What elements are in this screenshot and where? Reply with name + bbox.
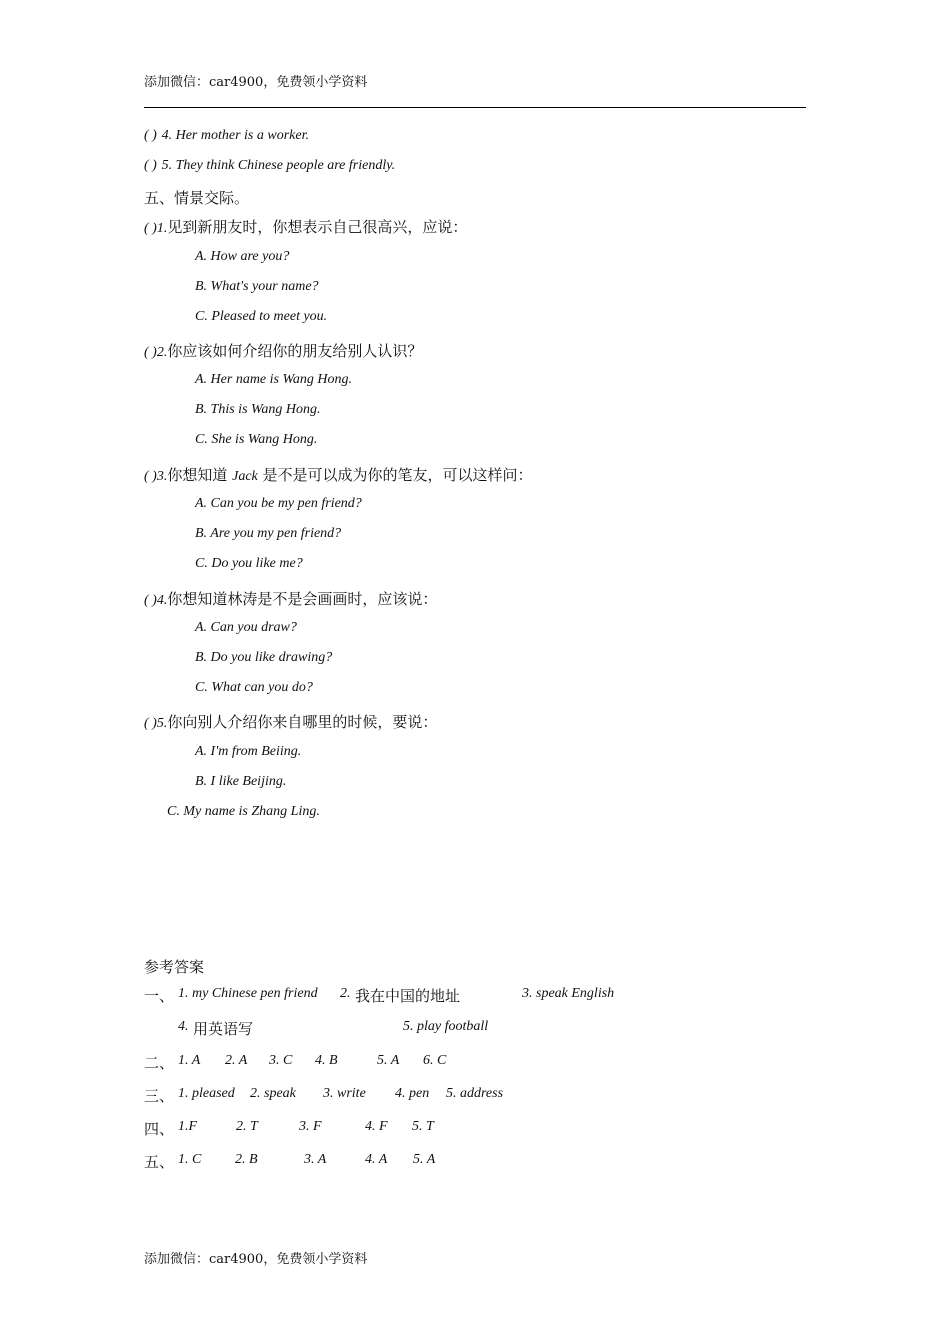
statement-text: 4. Her mother is a worker. [161,128,309,143]
header-rule [144,107,806,108]
answer-item: 4. B [315,1053,338,1068]
question-prompt-rest: 是不是可以成为你的笔友，可以这样问： [257,466,533,484]
question-5 [144,711,437,732]
answer-paren: ( ) [144,128,157,143]
option-a: A. Her name is Wang Hong. [195,372,352,387]
option-b: B. Do you like drawing? [195,650,333,665]
answer-paren: ( ) [144,469,157,484]
row-label: 二、 [144,1054,175,1072]
page-header: 添加微信：car4900，免费领小学资料 [144,75,368,90]
part4-item-4 [144,125,309,144]
question-2 [144,340,422,361]
option-c: C. Do you like me? [195,556,303,571]
answer-item: 我在中国的地址 [355,987,461,1005]
option-a: A. Can you be my pen friend? [195,496,362,511]
row-label: 五、 [144,1153,175,1171]
answer-paren: ( ) [144,221,157,236]
answer-item: 3. C [269,1053,293,1068]
option-c: C. She is Wang Hong. [195,432,318,447]
row-label: 三、 [144,1087,175,1105]
row-label: 四、 [144,1120,175,1138]
question-prompt: 你向别人介绍你来自哪里的时候，要说： [167,713,438,731]
option-b: B. What's your name? [195,279,319,294]
answer-item: 1. A [178,1053,201,1068]
answer-paren: ( ) [144,158,157,173]
question-number: 4. [156,593,168,608]
answer-item: 1. my Chinese pen friend [178,986,318,1001]
question-3 [144,464,533,485]
page-footer: 添加微信：car4900，免费领小学资料 [144,1252,368,1267]
question-prompt-name: Jack [232,469,258,484]
question-prompt: 你应该如何介绍你的朋友给别人认识？ [167,342,423,360]
question-prompt: 见到新朋友时，你想表示自己很高兴，应说： [167,218,468,236]
answer-item: 4. F [365,1119,388,1134]
answer-item: 6. C [423,1053,447,1068]
option-b: B. Are you my pen friend? [195,526,342,541]
question-prompt: 你想知道林涛是不是会画画时，应该说： [167,590,438,608]
option-c: C. Pleased to meet you. [195,309,328,324]
option-b: B. I like Beijing. [195,774,287,789]
answer-item: 3. speak English [522,986,615,1001]
option-c: C. My name is Zhang Ling. [167,804,320,819]
answer-item: 2. A [225,1053,248,1068]
question-prompt: 你想知道 [167,466,233,484]
option-a: A. How are you? [195,249,290,264]
answer-paren: ( ) [144,593,157,608]
answer-item: 2. B [235,1152,258,1167]
option-a: A. Can you draw? [195,620,297,635]
statement-text: 5. They think Chinese people are friendly. [161,158,396,173]
answer-item: 3. A [304,1152,327,1167]
answer-item: 5. A [377,1053,400,1068]
question-number: 3. [156,469,168,484]
answer-item: 4. pen [395,1086,430,1101]
answer-item: 2. T [236,1119,258,1134]
option-b: B. This is Wang Hong. [195,402,321,417]
answer-paren: ( ) [144,716,157,731]
option-c: C. What can you do? [195,680,313,695]
option-a: A. I'm from Beiing. [195,744,302,759]
section-title-part5: 五、情景交际。 [144,189,250,207]
question-4 [144,588,437,609]
question-number: 2. [156,345,168,360]
answer-item: 用英语写 [193,1020,254,1038]
answer-item-number: 2. [340,986,351,1001]
answer-item: 1. pleased [178,1086,235,1101]
answer-item: 3. write [323,1086,366,1101]
answer-item: 2. speak [250,1086,296,1101]
answer-item: 5. T [412,1119,434,1134]
answer-item: 1. C [178,1152,202,1167]
answers-title: 参考答案 [144,958,205,976]
answer-item: 5. address [446,1086,504,1101]
question-1 [144,216,467,237]
part4-item-5 [144,155,395,174]
row-label: 一、 [144,987,175,1005]
answer-paren: ( ) [144,345,157,360]
question-number: 5. [156,716,168,731]
question-number: 1. [156,221,168,236]
answer-item: 5. A [413,1152,436,1167]
answer-item: 1.F [178,1119,198,1134]
answer-item-number: 4. [178,1019,189,1034]
answer-item: 4. A [365,1152,388,1167]
answer-item: 5. play football [403,1019,489,1034]
answer-item: 3. F [299,1119,322,1134]
